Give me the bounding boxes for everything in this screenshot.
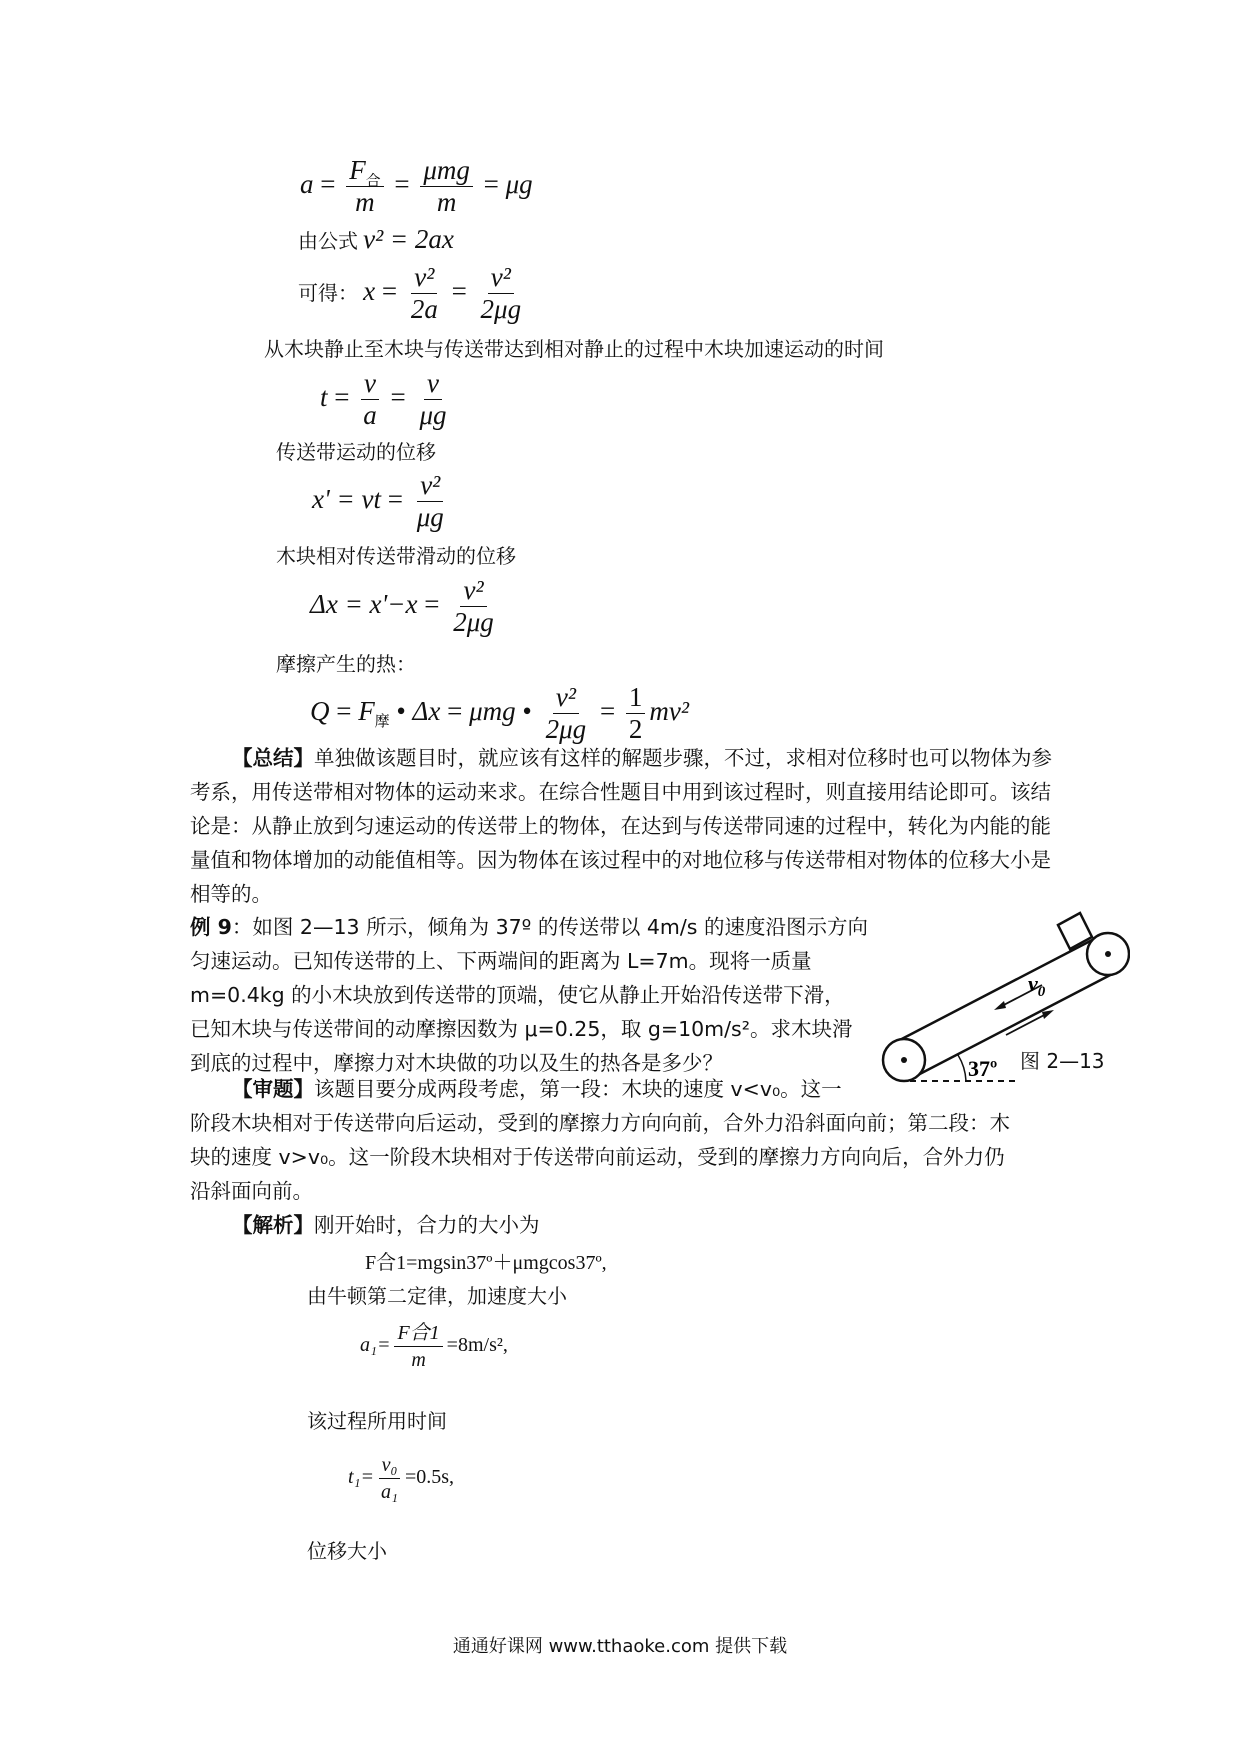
equation-time: t = $\frac{v}{a}$ = $\frac{v}{\mu g}$ [320,368,447,431]
denominator: 2μg [545,714,587,745]
analysis-line-1 [190,1072,1010,1106]
text-heat: 摩擦产生的热： [276,652,416,676]
denominator: a₁ [381,1481,398,1503]
numerator: v [364,368,376,398]
example-label: 例 9 [190,915,232,939]
lhs: t₁= [348,1466,375,1489]
label-formula: 由公式 [298,229,358,253]
angle-label: 37º [968,1056,998,1081]
equation-heat: $Q = F_摩$ • Δx = μmg • $\frac{\text{v²}}{2\mu g}$ = $\frac{1}{2}$ mv² [310,682,689,745]
rhs: =0.5s, [404,1466,455,1489]
lhs: a₁= [360,1334,391,1357]
example-text-1: ：如图 2—13 所示，倾角为 37º 的传送带以 4m/s 的速度沿图示方向 [231,915,868,939]
numerator: v² [555,682,576,712]
text-relative-displacement: 木块相对传送带滑动的位移 [276,544,516,568]
summary-paragraph [190,741,1070,911]
analysis-line-4: 沿斜面向前。 [190,1179,313,1203]
symbol-F: F [358,695,375,726]
subscript-he: 合 [365,173,381,190]
numerator: F合1 [397,1322,440,1344]
subscript-mo: 摩 [374,714,390,731]
summary-text: 单独做该题目时，就应该有这样的解题步骤，不过，求相对位移时也可以物体为参考系，用传送带相对物体的运动来求。在综合性题目中用到该过程时，则直接用结论即可。该结论是：从静止放到匀速运动的传送带上的物体，在达到与传送带同速的过程中，转化为内能的能量值和物体增加的动能值相等。因为物体在该过程中的对地位移与传送带相对物体的位移大小是相等的。 [190,746,1052,906]
numerator: v² [420,470,441,500]
numerator: v² [490,262,511,292]
example-line-2: 匀速运动。已知传送带的上、下两端间的距离为 L=7m。现将一质量 [190,949,812,973]
equation-kinematic: v² = 2ax [363,224,454,254]
velocity-label: $v_0$ [1028,971,1046,1000]
denominator: 2μg [453,607,494,638]
denominator: 2 [628,714,643,745]
bottom-pulley-axle [901,1057,907,1063]
symbol-m: m [355,187,375,218]
denominator: μg [419,400,447,431]
denominator: 2a [410,294,438,325]
denominator: 2μg [480,294,522,325]
symbol-mv2: mv² [649,695,689,726]
analysis-paragraph [190,1072,1010,1208]
numerator: 1 [626,682,646,714]
result-line [298,262,528,325]
symbol-ug: μg [505,168,533,199]
text-belt-displacement: 传送带运动的位移 [276,440,436,464]
page-footer: 通通好课网 www.tthaoke.com 提供下载 [452,1636,788,1657]
numerator: v² [463,575,484,605]
example-line-3: m=0.4kg 的小木块放到传送带的顶端，使它从静止开始沿传送带下滑， [190,983,845,1007]
text-displacement-label: 位移大小 [307,1539,387,1563]
symbol-dx: Δx [412,695,441,726]
symbol-F: F [349,155,366,185]
solution-intro [232,1208,540,1238]
solution-intro-text: 刚开始时，合力的大小为 [314,1213,540,1237]
rhs: =8m/s², [446,1334,508,1357]
analysis-line-2: 阶段木块相对于传送带向后运动，受到的摩擦力方向向前，合外力沿斜面向前；第二段：木 [190,1111,1010,1135]
equation-a1 [360,1320,508,1373]
example-line-4: 已知木块与传送带间的动摩擦因数为 μ=0.25，取 g=10m/s²。求木块滑 [190,1017,853,1041]
symbol-umg: μmg [469,695,516,726]
figure-caption: 图 2—13 [1020,1049,1105,1073]
lhs: x' = vt [312,483,381,514]
equation-net-force-1: F合1=mgsin37º＋μmgcos37º, [365,1252,607,1274]
equation-t1 [348,1452,454,1505]
example-9 [190,910,868,1080]
belt-top-line [894,937,1098,1043]
symbol-x: x [363,275,376,306]
numerator: v [427,368,439,398]
text-time-label: 该过程所用时间 [307,1409,447,1433]
analysis-label: 【审题】 [232,1077,314,1101]
formula-line [298,224,454,255]
denominator: μg [416,502,444,533]
denominator: m [411,1349,426,1371]
arrow-up-icon [1006,1010,1054,1035]
label-result: 可得： [298,280,358,305]
analysis-line-3: 块的速度 v>v₀。这一阶段木块相对于传送带向前运动，受到的摩擦力方向向后，合外力仍 [190,1145,1005,1169]
equation-displacement: x = $\frac{\text{v²}}{2a}$ = $\frac{\text{v²}}{2\mu g}$ [363,262,522,325]
denominator: a [363,400,377,431]
solution-label: 【解析】 [232,1213,314,1237]
example-line-1 [190,910,868,944]
symbol-Q: Q [310,695,330,726]
symbol-umg: μmg [423,155,470,185]
example-line-5: 到底的过程中，摩擦力对木块做的功以及生的热各是多少？ [190,1051,723,1075]
symbol-t: t [320,381,328,412]
text-time-intro: 从木块静止至木块与传送带达到相对静止的过程中木块加速运动的时间 [264,337,884,361]
symbol-a: a [300,168,314,199]
text-newton: 由牛顿第二定律，加速度大小 [307,1284,567,1308]
numerator: v² [414,262,435,292]
numerator: v₀ [381,1454,398,1476]
symbol-m: m [436,187,457,218]
analysis-text-1: 该题目要分成两段考虑，第一段：木块的速度 v<v₀。这一 [314,1077,842,1101]
equation-acceleration: a = $\frac{F_合}{m}$ = $\frac{\text{μmg}}{m}$ = μg [300,155,533,218]
summary-label: 【总结】 [232,746,314,770]
equation-relative-displacement: Δx = x'−x = $\frac{\text{v²}}{2\mu g}$ [310,575,494,638]
lhs: Δx = x'−x [310,588,418,619]
equation-belt-displacement: x' = vt = $\frac{\text{v²}}{\mu g}$ [312,470,444,533]
top-pulley-axle [1105,951,1111,957]
